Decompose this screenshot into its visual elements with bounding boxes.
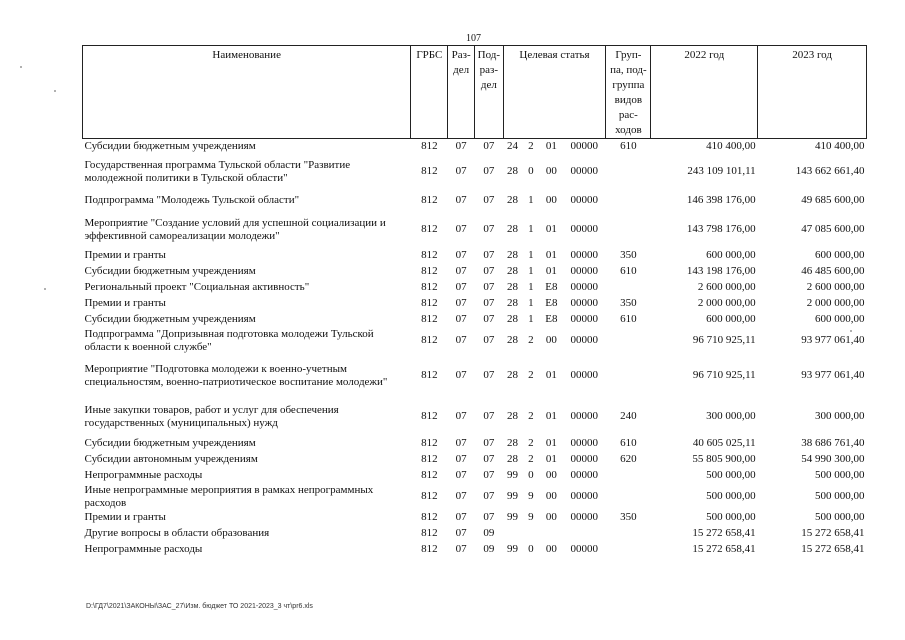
cell-t1: 28 bbox=[506, 437, 518, 449]
cell-vr: 610 bbox=[620, 139, 637, 152]
cell-t1: 28 bbox=[506, 194, 518, 206]
cell-rz: 07 bbox=[455, 139, 467, 152]
header-target-article: Целевая статья bbox=[503, 46, 606, 139]
cell-rz: 07 bbox=[455, 297, 467, 309]
cell-t2: 2 bbox=[528, 437, 534, 449]
cell-rz: 07 bbox=[455, 165, 467, 177]
cell-rz: 07 bbox=[455, 453, 467, 465]
table-row bbox=[83, 526, 867, 542]
cell-pr: 07 bbox=[483, 265, 495, 277]
cell-rz: 07 bbox=[455, 410, 467, 422]
cell-name: Премии и гранты bbox=[84, 297, 166, 309]
cell-name: Премии и гранты bbox=[84, 511, 166, 523]
table-row bbox=[83, 436, 867, 452]
cell-t3: 01 bbox=[545, 410, 557, 422]
cell-t2: 1 bbox=[528, 265, 534, 277]
cell-v2022: 300 000,00 bbox=[706, 410, 756, 422]
table-header-row bbox=[83, 46, 867, 139]
header-podrazdel: Под- раз- дел bbox=[474, 46, 503, 139]
cell-t4: 00000 bbox=[570, 334, 598, 346]
scan-speck bbox=[850, 330, 852, 332]
cell-v2022: 500 000,00 bbox=[706, 511, 756, 523]
cell-v2023: 38 686 761,40 bbox=[801, 437, 865, 449]
cell-name: Субсидии бюджетным учреждениям bbox=[84, 313, 256, 325]
cell-rz: 07 bbox=[455, 281, 467, 293]
cell-vr bbox=[606, 280, 651, 296]
cell-vr: 350 bbox=[620, 511, 637, 523]
cell-name: Государственная программа Тульской области "Развитие молодежной политики в Тульской области" bbox=[84, 158, 351, 184]
cell-pr: 07 bbox=[483, 297, 495, 309]
cell-rz: 07 bbox=[455, 369, 467, 381]
cell-v2022: 55 805 900,00 bbox=[692, 453, 756, 465]
cell-t1: 24 bbox=[506, 139, 518, 152]
cell-t3: E8 bbox=[545, 281, 558, 293]
cell-grbs: 812 bbox=[421, 165, 438, 177]
cell-name: Непрограммные расходы bbox=[84, 469, 203, 481]
table-row bbox=[83, 398, 867, 436]
cell-pr: 07 bbox=[483, 410, 495, 422]
cell-t3: 01 bbox=[545, 265, 557, 277]
cell-t4: 00000 bbox=[570, 469, 598, 481]
table-row bbox=[83, 212, 867, 248]
cell-vr: 350 bbox=[620, 297, 637, 309]
cell-t1: 28 bbox=[506, 265, 518, 277]
cell-grbs: 812 bbox=[421, 265, 438, 277]
cell-pr: 07 bbox=[483, 249, 495, 261]
cell-t2: 0 bbox=[528, 469, 534, 481]
cell-pr: 07 bbox=[483, 223, 495, 235]
cell-v2023: 500 000,00 bbox=[815, 490, 865, 502]
cell-vr bbox=[606, 484, 651, 510]
cell-vr bbox=[606, 212, 651, 248]
cell-v2022: 410 400,00 bbox=[706, 139, 756, 152]
cell-v2022: 2 600 000,00 bbox=[697, 281, 756, 293]
cell-v2022: 40 605 025,11 bbox=[692, 437, 756, 449]
cell-v2022: 96 710 925,11 bbox=[692, 334, 756, 346]
table-row bbox=[83, 542, 867, 558]
cell-grbs: 812 bbox=[421, 453, 438, 465]
table-row bbox=[83, 248, 867, 264]
cell-t3: 00 bbox=[545, 511, 557, 523]
cell-t1: 99 bbox=[506, 511, 518, 523]
cell-v2022: 15 272 658,41 bbox=[692, 543, 756, 555]
cell-grbs: 812 bbox=[421, 490, 438, 502]
cell-vr bbox=[606, 154, 651, 190]
cell-vr: 350 bbox=[620, 249, 637, 261]
header-razdel: Раз- дел bbox=[448, 46, 475, 139]
cell-v2022: 600 000,00 bbox=[706, 249, 756, 261]
cell-grbs: 812 bbox=[421, 194, 438, 206]
cell-rz: 07 bbox=[455, 490, 467, 502]
cell-v2023: 15 272 658,41 bbox=[801, 543, 865, 555]
cell-v2022: 143 798 176,00 bbox=[686, 223, 756, 235]
cell-v2022: 96 710 925,11 bbox=[692, 369, 756, 381]
cell-v2023: 93 977 061,40 bbox=[801, 334, 865, 346]
cell-grbs: 812 bbox=[421, 223, 438, 235]
cell-grbs: 812 bbox=[421, 369, 438, 381]
cell-t2: 1 bbox=[528, 297, 534, 309]
cell-t1: 28 bbox=[506, 249, 518, 261]
cell-t2: 1 bbox=[528, 194, 534, 206]
header-2022: 2022 год bbox=[651, 46, 758, 139]
cell-v2023: 410 400,00 bbox=[815, 139, 865, 152]
cell-t4: 00000 bbox=[570, 437, 598, 449]
cell-t2: 9 bbox=[528, 490, 534, 502]
cell-t3: 01 bbox=[545, 369, 557, 381]
cell-t4: 00000 bbox=[570, 165, 598, 177]
cell-t4: 00000 bbox=[570, 297, 598, 309]
cell-grbs: 812 bbox=[421, 139, 438, 152]
cell-t1: 28 bbox=[506, 334, 518, 346]
cell-v2023: 600 000,00 bbox=[815, 313, 865, 325]
cell-t3: E8 bbox=[545, 313, 558, 325]
cell-name: Мероприятие "Подготовка молодежи к военно-учетным специальностям, военно-патриотическое воспитание молодежи" bbox=[84, 362, 388, 388]
cell-t4: 00000 bbox=[570, 543, 598, 555]
cell-grbs: 812 bbox=[421, 281, 438, 293]
table-row bbox=[83, 280, 867, 296]
cell-vr bbox=[606, 468, 651, 484]
cell-name: Другие вопросы в области образования bbox=[84, 527, 270, 539]
cell-rz: 07 bbox=[455, 511, 467, 523]
cell-t3: E8 bbox=[545, 297, 558, 309]
cell-t3: 01 bbox=[545, 223, 557, 235]
cell-t1: 99 bbox=[506, 469, 518, 481]
cell-t1: 99 bbox=[506, 490, 518, 502]
table-row bbox=[83, 354, 867, 398]
header-2023: 2023 год bbox=[758, 46, 867, 139]
cell-vr: 610 bbox=[620, 313, 637, 325]
cell-grbs: 812 bbox=[421, 543, 438, 555]
cell-rz: 07 bbox=[455, 313, 467, 325]
table-row bbox=[83, 328, 867, 354]
cell-t1: 99 bbox=[506, 543, 518, 555]
cell-t3: 00 bbox=[545, 490, 557, 502]
table-row bbox=[83, 154, 867, 190]
cell-vr: 610 bbox=[620, 437, 637, 449]
cell-name: Подпрограмма "Молодежь Тульской области" bbox=[84, 194, 300, 206]
table-row bbox=[83, 510, 867, 526]
cell-t2: 2 bbox=[528, 410, 534, 422]
cell-pr: 07 bbox=[483, 139, 495, 152]
cell-v2022: 500 000,00 bbox=[706, 469, 756, 481]
cell-rz: 07 bbox=[455, 223, 467, 235]
table-row bbox=[83, 264, 867, 280]
cell-name: Иные закупки товаров, работ и услуг для обеспечения государственных (муниципальных) нужд bbox=[84, 403, 339, 429]
header-grbs: ГРБС bbox=[411, 46, 448, 139]
cell-name: Иные непрограммные мероприятия в рамках непрограммных расходов bbox=[84, 483, 374, 509]
cell-vr bbox=[606, 328, 651, 354]
cell-t3: 00 bbox=[545, 165, 557, 177]
cell-name: Премии и гранты bbox=[84, 249, 166, 261]
cell-t4: 00000 bbox=[570, 369, 598, 381]
table-body bbox=[83, 139, 867, 558]
cell-v2023: 2 600 000,00 bbox=[806, 281, 865, 293]
cell-pr: 07 bbox=[483, 369, 495, 381]
cell-t2: 1 bbox=[528, 281, 534, 293]
cell-v2023: 143 662 661,40 bbox=[795, 165, 865, 177]
cell-pr: 07 bbox=[483, 490, 495, 502]
cell-rz: 07 bbox=[455, 249, 467, 261]
scan-speck bbox=[20, 66, 22, 68]
cell-t1: 28 bbox=[506, 410, 518, 422]
cell-vr bbox=[606, 190, 651, 212]
scan-speck bbox=[44, 288, 46, 290]
cell-t4: 00000 bbox=[570, 490, 598, 502]
cell-t2: 9 bbox=[528, 511, 534, 523]
cell-t1: 28 bbox=[506, 281, 518, 293]
cell-rz: 07 bbox=[455, 469, 467, 481]
cell-v2022: 143 198 176,00 bbox=[686, 265, 756, 277]
cell-v2023: 600 000,00 bbox=[815, 249, 865, 261]
cell-rz: 07 bbox=[455, 543, 467, 555]
cell-t1: 28 bbox=[506, 165, 518, 177]
cell-t2: 0 bbox=[528, 543, 534, 555]
cell-grbs: 812 bbox=[421, 249, 438, 261]
cell-t4: 00000 bbox=[570, 139, 598, 152]
cell-grbs: 812 bbox=[421, 297, 438, 309]
cell-name: Субсидии автономным учреждениям bbox=[84, 453, 258, 465]
cell-t2: 2 bbox=[528, 334, 534, 346]
cell-t4: 00000 bbox=[570, 453, 598, 465]
cell-v2023: 2 000 000,00 bbox=[806, 297, 865, 309]
cell-vr: 610 bbox=[620, 265, 637, 277]
table-row bbox=[83, 139, 867, 154]
cell-v2022: 600 000,00 bbox=[706, 313, 756, 325]
cell-grbs: 812 bbox=[421, 410, 438, 422]
table-row bbox=[83, 468, 867, 484]
cell-t1: 28 bbox=[506, 313, 518, 325]
cell-t2: 1 bbox=[528, 313, 534, 325]
cell-rz: 07 bbox=[455, 265, 467, 277]
cell-name: Субсидии бюджетным учреждениям bbox=[84, 265, 256, 277]
cell-name: Непрограммные расходы bbox=[84, 543, 203, 555]
cell-pr: 09 bbox=[483, 543, 495, 555]
cell-v2023: 93 977 061,40 bbox=[801, 369, 865, 381]
cell-t3: 01 bbox=[545, 139, 557, 152]
cell-vr bbox=[606, 542, 651, 558]
cell-v2023: 15 272 658,41 bbox=[801, 527, 865, 539]
cell-v2022: 2 000 000,00 bbox=[697, 297, 756, 309]
cell-t2: 2 bbox=[528, 139, 534, 152]
table-row bbox=[83, 312, 867, 328]
table-row bbox=[83, 296, 867, 312]
cell-pr: 07 bbox=[483, 453, 495, 465]
cell-rz: 07 bbox=[455, 194, 467, 206]
cell-name: Региональный проект "Социальная активность" bbox=[84, 281, 310, 293]
cell-grbs: 812 bbox=[421, 437, 438, 449]
cell-t2 bbox=[522, 526, 540, 542]
cell-name: Подпрограмма "Допризывная подготовка молодежи Тульской области к военной службе" bbox=[84, 327, 374, 353]
cell-v2023: 46 485 600,00 bbox=[801, 265, 865, 277]
cell-t4: 00000 bbox=[570, 265, 598, 277]
cell-t1: 28 bbox=[506, 297, 518, 309]
cell-t4: 00000 bbox=[570, 313, 598, 325]
cell-t3: 00 bbox=[545, 543, 557, 555]
cell-t4 bbox=[563, 526, 606, 542]
cell-t1: 28 bbox=[506, 369, 518, 381]
cell-rz: 07 bbox=[455, 527, 467, 539]
cell-name: Субсидии бюджетным учреждениям bbox=[84, 139, 256, 152]
cell-t4: 00000 bbox=[570, 511, 598, 523]
cell-grbs: 812 bbox=[421, 334, 438, 346]
cell-rz: 07 bbox=[455, 437, 467, 449]
cell-vr: 240 bbox=[620, 410, 637, 422]
cell-t3: 01 bbox=[545, 453, 557, 465]
table-row bbox=[83, 484, 867, 510]
file-path-footer: D:\ГД7\2021\ЗАКОНЫ\ЗАС_27\Изм. бюджет ТО 2021-2023_3 чт\pr6.xls bbox=[86, 603, 313, 610]
cell-t1: 28 bbox=[506, 223, 518, 235]
table-row bbox=[83, 452, 867, 468]
cell-name: Мероприятие "Создание условий для успешной социализации и эффективной самореализации молодежи" bbox=[84, 216, 386, 242]
cell-t2: 2 bbox=[528, 369, 534, 381]
cell-grbs: 812 bbox=[421, 313, 438, 325]
cell-v2022: 146 398 176,00 bbox=[686, 194, 756, 206]
cell-t1 bbox=[503, 526, 521, 542]
table-row bbox=[83, 190, 867, 212]
cell-vr bbox=[606, 526, 651, 542]
cell-t3: 00 bbox=[545, 194, 557, 206]
cell-t2: 1 bbox=[528, 223, 534, 235]
cell-v2023: 47 085 600,00 bbox=[801, 223, 865, 235]
cell-grbs: 812 bbox=[421, 469, 438, 481]
budget-table bbox=[82, 45, 867, 558]
cell-t4: 00000 bbox=[570, 223, 598, 235]
page-number: 107 bbox=[466, 33, 481, 44]
cell-pr: 07 bbox=[483, 334, 495, 346]
cell-t4: 00000 bbox=[570, 410, 598, 422]
cell-pr: 07 bbox=[483, 437, 495, 449]
cell-grbs: 812 bbox=[421, 511, 438, 523]
cell-t4: 00000 bbox=[570, 281, 598, 293]
cell-t4: 00000 bbox=[570, 194, 598, 206]
cell-name: Субсидии бюджетным учреждениям bbox=[84, 437, 256, 449]
cell-pr: 07 bbox=[483, 281, 495, 293]
cell-t3: 01 bbox=[545, 249, 557, 261]
cell-rz: 07 bbox=[455, 334, 467, 346]
cell-pr: 07 bbox=[483, 165, 495, 177]
cell-pr: 07 bbox=[483, 313, 495, 325]
cell-vr bbox=[606, 354, 651, 398]
header-name: Наименование bbox=[83, 46, 411, 139]
cell-pr: 07 bbox=[483, 469, 495, 481]
scan-speck bbox=[54, 90, 56, 92]
cell-vr: 620 bbox=[620, 453, 637, 465]
header-expense-group: Груп- па, под- группа видов рас- ходов bbox=[606, 46, 651, 139]
cell-t3: 00 bbox=[545, 469, 557, 481]
cell-v2023: 49 685 600,00 bbox=[801, 194, 865, 206]
cell-v2022: 15 272 658,41 bbox=[692, 527, 756, 539]
cell-t2: 0 bbox=[528, 165, 534, 177]
cell-t2: 2 bbox=[528, 453, 534, 465]
cell-v2023: 54 990 300,00 bbox=[801, 453, 865, 465]
cell-t1: 28 bbox=[506, 453, 518, 465]
cell-t3: 00 bbox=[545, 334, 557, 346]
cell-v2023: 300 000,00 bbox=[815, 410, 865, 422]
cell-t3: 01 bbox=[545, 437, 557, 449]
cell-pr: 09 bbox=[483, 527, 495, 539]
cell-pr: 07 bbox=[483, 511, 495, 523]
cell-grbs: 812 bbox=[421, 527, 438, 539]
cell-v2023: 500 000,00 bbox=[815, 511, 865, 523]
cell-t4: 00000 bbox=[570, 249, 598, 261]
cell-v2022: 243 109 101,11 bbox=[687, 165, 756, 177]
cell-v2023: 500 000,00 bbox=[815, 469, 865, 481]
cell-v2022: 500 000,00 bbox=[706, 490, 756, 502]
cell-t2: 1 bbox=[528, 249, 534, 261]
cell-pr: 07 bbox=[483, 194, 495, 206]
cell-t3 bbox=[540, 526, 563, 542]
